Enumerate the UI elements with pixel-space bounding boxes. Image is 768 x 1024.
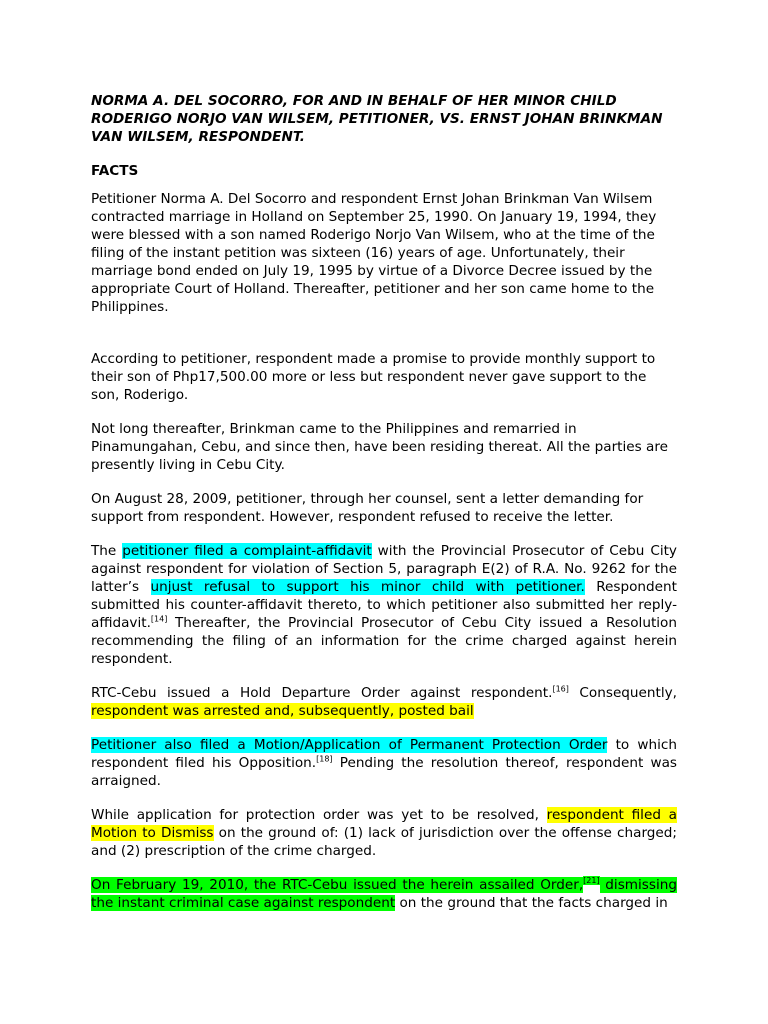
paragraph-2: According to petitioner, respondent made a promise to provide monthly support to their son of Php17,500.00 more or less but respondent never gave support to the son, Roderigo. (91, 351, 656, 403)
paragraph-1: Petitioner Norma A. Del Socorro and respondent Ernst Johan Brinkman Van Wilsem contracted marriage in Holland on September 25, 1990. On January 19, 1994, they were blessed with a son named Roderigo Norjo Van Wilsem, who at the time of the filing of the instant petition was sixteen (16) years of age. Unfortunately, their marriage bond ended on July 19, 1995 by virtue of a Divorce Decree issued by the appropriate Court of Holland. Thereafter, petitioner and her son came home to the Philippines. (91, 191, 657, 315)
text-run: Thereafter, the Provincial Prosecutor of Cebu City issued a Resolution recommending the filing of an information for the crime charged against herein respondent. (91, 615, 677, 667)
paragraph-9 (91, 876, 677, 912)
text-run: The (91, 543, 123, 559)
text-run: with the Provincial Prosecutor of Cebu City against respondent for violation of Section 5, paragraph E(2) of R.A. No. 9262 for the latter’s (91, 543, 677, 595)
paragraph-4: On August 28, 2009, petitioner, through her counsel, sent a letter demanding for support from respondent. However, respondent refused to receive the letter. (91, 491, 644, 525)
paragraph-7 (91, 736, 677, 790)
highlight-yellow: respondent filed a Motion to Dismiss (91, 807, 677, 841)
footnote-ref-21[interactable]: [21] (583, 876, 600, 886)
highlight-cyan: unjust refusal to support his minor child with petitioner. (150, 579, 585, 595)
footnote-ref-16[interactable]: [16] (552, 684, 569, 694)
highlight-green: On February 19, 2010, the RTC-Cebu issued the herein assailed Order, (91, 877, 584, 893)
paragraph-3: Not long thereafter, Brinkman came to the Philippines and remarried in Pinamungahan, Cebu, and since then, have been residing thereat. All the parties are presently living in Cebu City. (91, 421, 669, 473)
highlight-yellow: respondent was arrested and, subsequently, posted bail (91, 703, 474, 719)
text-run: on the ground of: (1) lack of jurisdiction over the offense charged; and (2) prescription of the crime charged. (91, 825, 677, 859)
text-run: Pending the resolution thereof, respondent was arraigned. (91, 755, 677, 789)
case-title: NORMA A. DEL SOCORRO, FOR AND IN BEHALF OF HER MINOR CHILD RODERIGO NORJO VAN WILSEM, PETITIONER, VS. ERNST JOHAN BRINKMAN VAN WILSEM, RESPONDENT. (91, 93, 663, 145)
text-run: on the ground that the facts charged in (395, 895, 668, 911)
highlight-green: dismissing the instant criminal case against respondent (91, 877, 677, 911)
text-run: RTC-Cebu issued a Hold Departure Order against respondent. (91, 685, 553, 701)
paragraph-6 (91, 684, 677, 720)
highlight-cyan: Petitioner also filed a Motion/Application of Permanent Protection Order (91, 737, 608, 753)
highlight-cyan: petitioner filed a complaint-affidavit (122, 543, 372, 559)
document-page (91, 92, 677, 912)
text-run: Respondent submitted his counter-affidavit thereto, to which petitioner also submitted her reply-affidavit. (91, 579, 677, 631)
footnote-ref-18[interactable]: [18] (316, 754, 333, 764)
section-heading-facts: FACTS (91, 163, 139, 179)
text-run: While application for protection order was yet to be resolved, (91, 807, 547, 823)
paragraph-5 (91, 542, 677, 668)
text-run: Consequently, (568, 685, 677, 701)
paragraph-8 (91, 806, 677, 860)
text-run: to which respondent filed his Opposition. (91, 737, 677, 771)
footnote-ref-14[interactable]: [14] (150, 614, 168, 624)
